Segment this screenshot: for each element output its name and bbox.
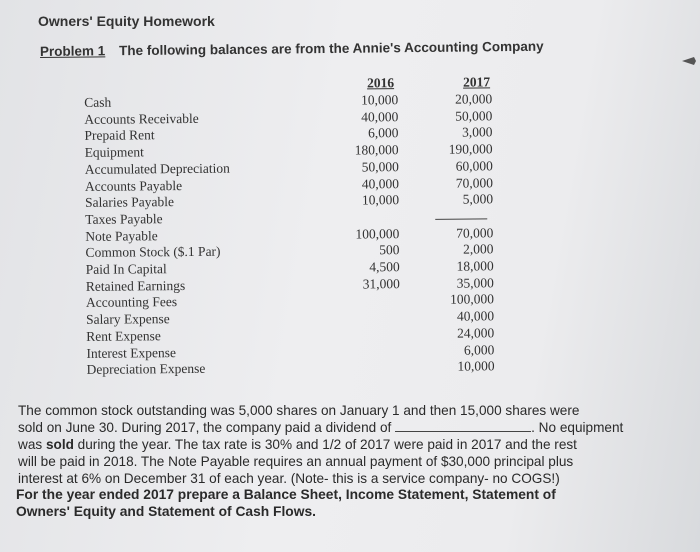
- account-name: Rent Expense: [86, 328, 161, 344]
- value-2017: 100,000: [450, 291, 495, 308]
- account-name: Common Stock ($.1 Par): [85, 243, 221, 261]
- column-header-2016: 2016: [366, 75, 395, 91]
- value-2016: [336, 293, 400, 294]
- notes-line: The common stock outstanding was 5,000 shares on January 1 and then 15,000 shares were: [18, 403, 580, 418]
- value-2016: [335, 209, 399, 210]
- partial-arrow-icon: [680, 55, 698, 67]
- value-2017: 10,000: [457, 358, 495, 374]
- problem-text: The following balances are from the Annie's Accounting Company: [118, 38, 544, 59]
- balance-table: [70, 74, 510, 378]
- dividend-blank: [395, 419, 531, 432]
- value-2016: 4,500: [369, 259, 400, 275]
- value-2017: 3,000: [462, 124, 493, 140]
- value-2016: [336, 359, 400, 360]
- value-2016: 31,000: [362, 275, 400, 292]
- value-2016: 40,000: [361, 108, 399, 125]
- notes-text: was: [18, 437, 46, 452]
- value-2017: 70,000: [456, 224, 494, 241]
- value-2017: 24,000: [457, 325, 495, 341]
- notes-line: [18, 419, 688, 436]
- task-line: Owners' Equity and Statement of Cash Flows.: [16, 504, 316, 519]
- task-instructions: [16, 486, 686, 520]
- value-2016: [336, 326, 400, 327]
- value-2016: 10,000: [361, 92, 399, 108]
- account-name: Salary Expense: [86, 311, 170, 327]
- page-title: Owners' Equity Homework: [38, 13, 215, 29]
- account-name: Accounts Payable: [84, 177, 183, 194]
- blank-entry-line: [435, 218, 487, 219]
- account-name: Accounting Fees: [85, 294, 178, 311]
- value-2016: 10,000: [361, 192, 400, 208]
- notes-line: interest at 6% on December 31 of each year. (Note- this is a service company- no COGS!): [18, 471, 560, 486]
- value-2017: [427, 208, 493, 209]
- account-name: Interest Expense: [86, 344, 177, 361]
- value-2016: 180,000: [354, 142, 399, 158]
- account-name: Accounts Receivable: [84, 110, 199, 127]
- value-2017: 2,000: [463, 241, 494, 257]
- value-2016: 100,000: [355, 225, 400, 242]
- notes-line: will be paid in 2018. The Note Payable requires an annual payment of $30,000 principal plus: [18, 454, 574, 469]
- problem-label: Problem 1: [39, 43, 106, 59]
- notes-emphasis: sold: [45, 437, 74, 452]
- value-2016: 6,000: [368, 125, 399, 141]
- column-header-2017: 2017: [462, 74, 491, 90]
- account-name: Prepaid Rent: [84, 127, 155, 144]
- value-2017: 35,000: [456, 274, 494, 291]
- account-name: Taxes Payable: [85, 211, 163, 227]
- value-2016: [336, 343, 400, 344]
- problem-notes: [18, 402, 688, 487]
- account-name: Accumulated Depreciation: [84, 160, 230, 177]
- notes-text: . No equipment: [531, 420, 624, 435]
- value-2017: 5,000: [462, 191, 494, 207]
- value-2017: 70,000: [455, 174, 493, 191]
- value-2017: 18,000: [456, 258, 494, 274]
- value-2017: 60,000: [455, 158, 493, 174]
- notes-line: [18, 436, 688, 453]
- account-name: Note Payable: [85, 227, 158, 244]
- value-2016: 40,000: [361, 175, 399, 191]
- problem-heading: [40, 39, 544, 59]
- value-2016: 500: [379, 242, 400, 258]
- account-name: Depreciation Expense: [86, 361, 206, 378]
- account-name: Equipment: [84, 144, 144, 160]
- value-2017: 190,000: [448, 141, 493, 157]
- table-row: [72, 358, 512, 378]
- account-name: Retained Earnings: [85, 277, 186, 294]
- value-2017: 40,000: [456, 308, 495, 324]
- notes-text: sold on June 30. During 2017, the company paid a dividend of: [18, 420, 392, 435]
- value-2017: 6,000: [463, 341, 495, 358]
- value-2016: 50,000: [361, 158, 399, 175]
- value-2017: 50,000: [455, 108, 493, 124]
- task-line: For the year ended 2017 prepare a Balance Sheet, Income Statement, Statement of: [16, 487, 556, 502]
- value-2017: 20,000: [455, 91, 493, 107]
- account-name: Salaries Payable: [85, 194, 175, 211]
- account-name: Cash: [84, 94, 112, 110]
- value-2016: [336, 309, 400, 310]
- account-name: Paid In Capital: [85, 261, 167, 277]
- notes-text: during the year. The tax rate is 30% and 1/2 of 2017 were paid in 2017 and the rest: [73, 437, 577, 452]
